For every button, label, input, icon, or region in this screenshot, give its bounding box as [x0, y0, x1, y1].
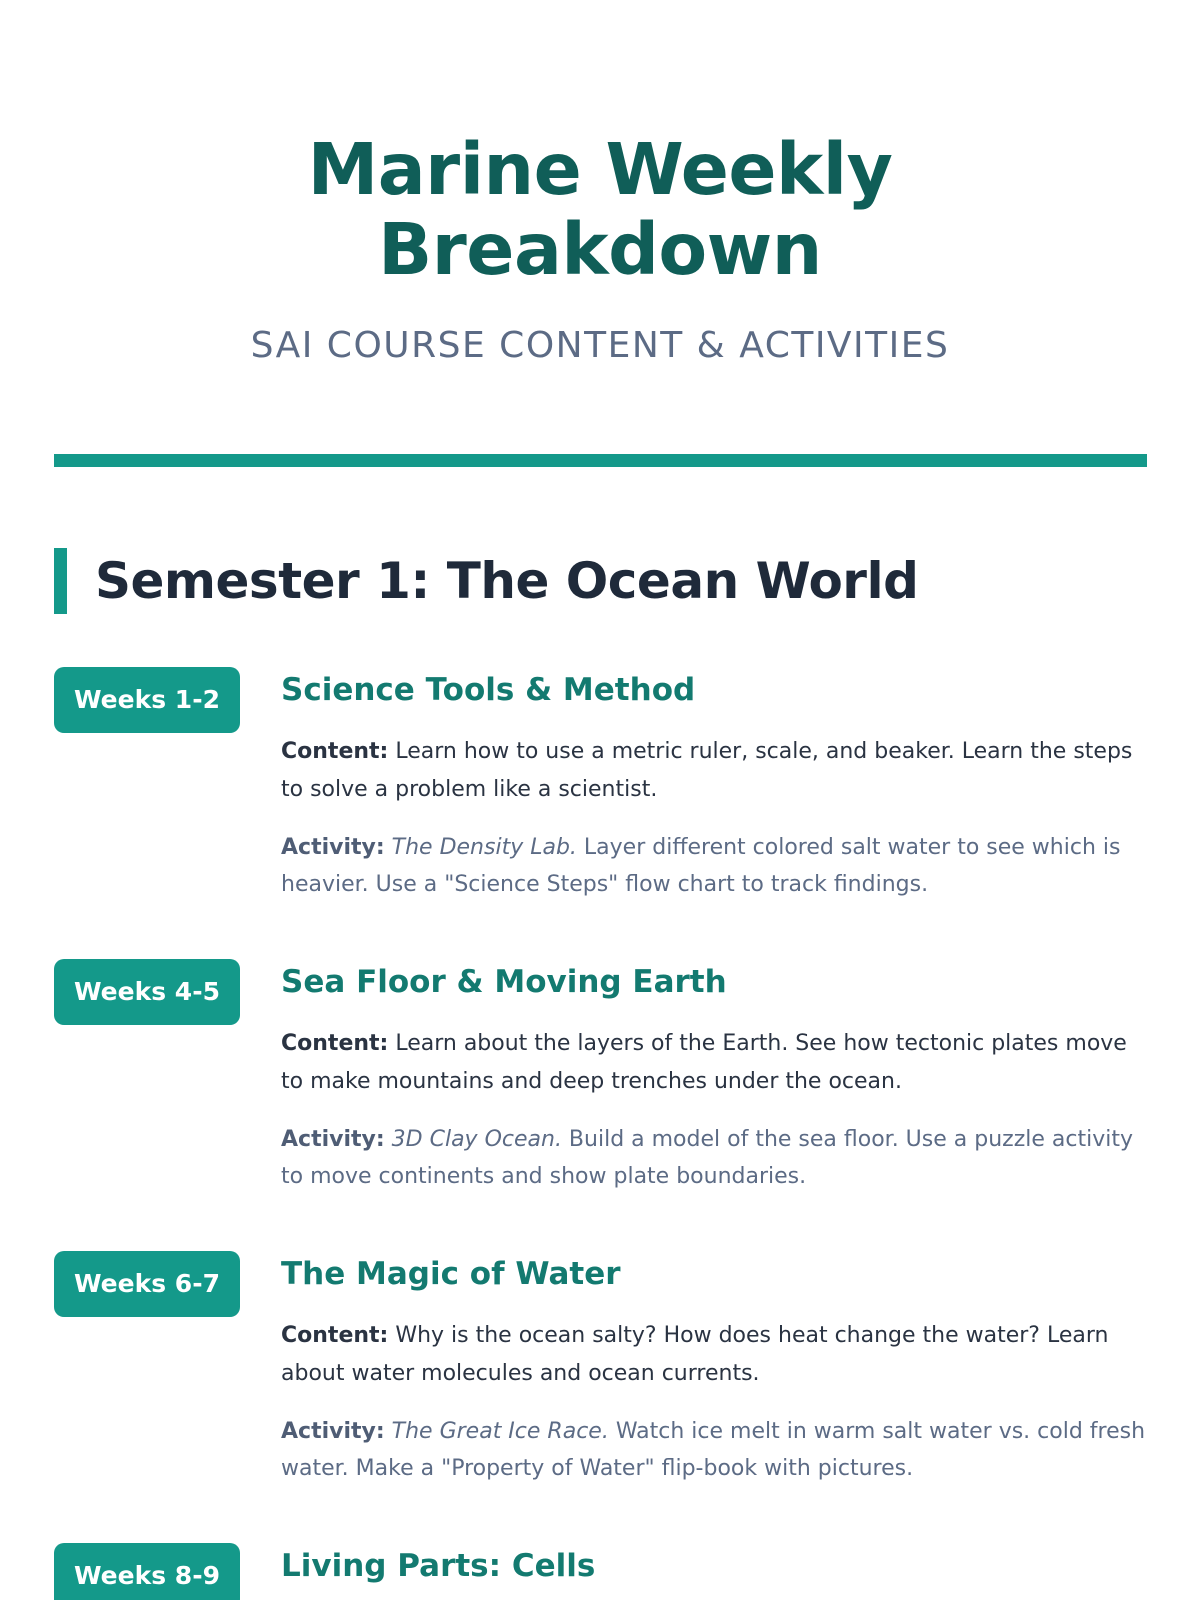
activity-text: Watch ice melt in warm salt water vs. cold fresh water. Make a "Property of Water" flip-book with pictures. [281, 1419, 1146, 1481]
week-title: The Magic of Water [281, 1256, 621, 1292]
week-title: Science Tools & Method [281, 672, 696, 708]
content-text: Learn how to use a metric ruler, scale, and beaker. Learn the steps to solve a problem like a scientist. [281, 739, 1133, 802]
semester-title: Semester 1: The Ocean World [95, 552, 919, 610]
header-divider [54, 454, 1147, 467]
semester-heading [54, 547, 918, 615]
activity-text: Layer different colored salt water to see which is heavier. Use a "Science Steps" flow chart to track findings. [281, 835, 1121, 897]
activity-name: 3D Clay Ocean. [391, 1127, 562, 1152]
page-subtitle: SAI COURSE CONTENT & ACTIVITIES [250, 325, 950, 366]
page-title [0, 130, 1200, 290]
week-details [281, 667, 1147, 903]
week-content [281, 1317, 1147, 1393]
week-details [281, 1543, 1147, 1589]
week-details [281, 959, 1147, 1195]
week-activity [281, 1413, 1147, 1487]
page-title-line-1: Marine Weekly [307, 128, 893, 211]
week-content [281, 733, 1147, 809]
activity-name: The Great Ice Race. [391, 1419, 609, 1444]
page-header [0, 130, 1200, 369]
activity-label: Activity: [281, 1127, 385, 1152]
activity-text: Build a model of the sea floor. Use a puzzle activity to move continents and show plate boundaries. [281, 1127, 1133, 1189]
page-title-line-2: Breakdown [378, 208, 822, 291]
week-badge: Weeks 4-5 [54, 959, 240, 1025]
semester-accent-bar [54, 548, 67, 614]
content-text: Why is the ocean salty? How does heat change the water? Learn about water molecules and ocean currents. [281, 1323, 1109, 1386]
content-label: Content: [281, 1031, 389, 1056]
activity-name: The Density Lab. [391, 835, 577, 860]
content-label: Content: [281, 1323, 389, 1348]
week-badge: Weeks 8-9 [54, 1543, 240, 1600]
week-title: Sea Floor & Moving Earth [281, 964, 727, 1000]
activity-label: Activity: [281, 835, 385, 860]
week-title: Living Parts: Cells [281, 1548, 596, 1584]
content-text: Learn about the layers of the Earth. See how tectonic plates move to make mountains and deep trenches under the ocean. [281, 1031, 1127, 1094]
week-badge: Weeks 1-2 [54, 667, 240, 733]
week-activity [281, 1121, 1147, 1195]
content-label: Content: [281, 739, 389, 764]
week-badge: Weeks 6-7 [54, 1251, 240, 1317]
activity-label: Activity: [281, 1419, 385, 1444]
week-details [281, 1251, 1147, 1487]
week-activity [281, 829, 1147, 903]
week-content [281, 1025, 1147, 1101]
